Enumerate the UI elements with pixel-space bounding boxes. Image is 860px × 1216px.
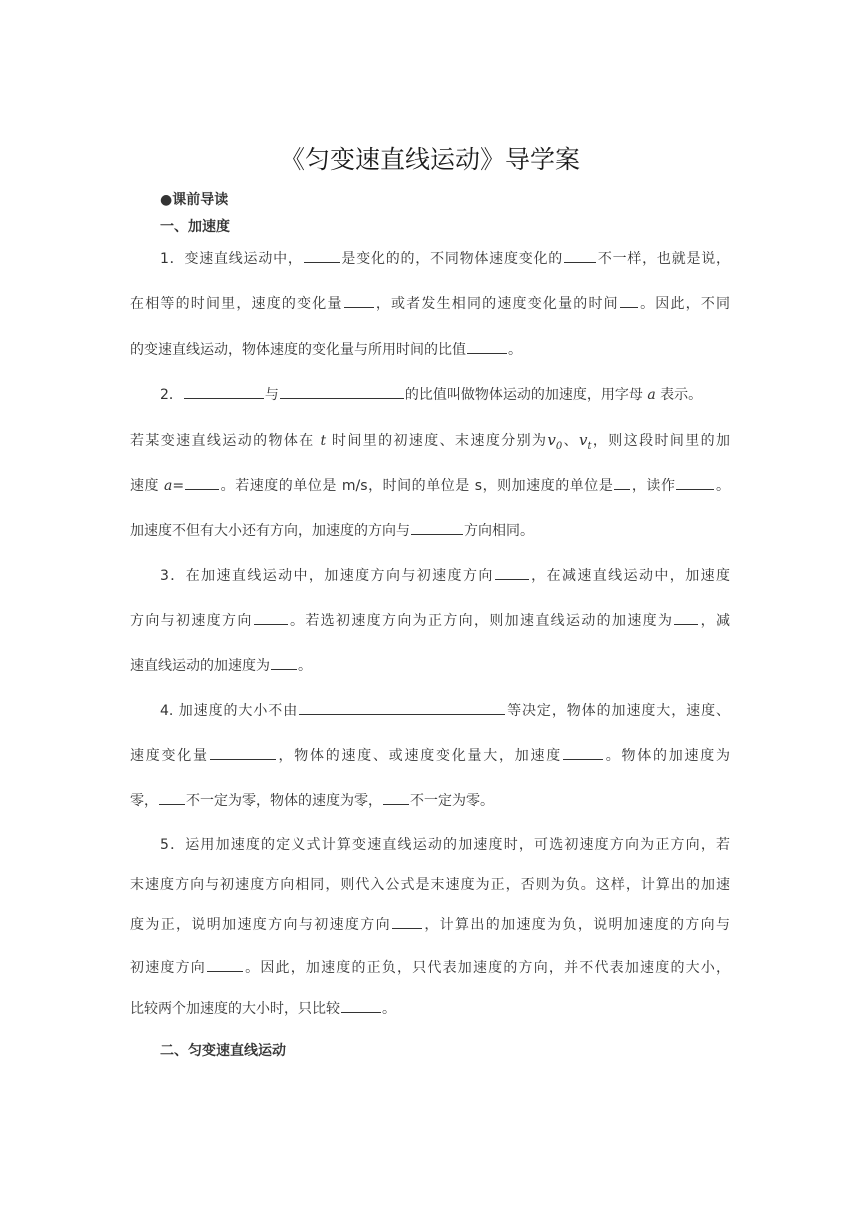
answer-blank[interactable]: [271, 655, 297, 670]
answer-blank[interactable]: [564, 248, 596, 263]
answer-blank[interactable]: [614, 475, 630, 490]
page-title: 《匀变速直线运动》导学案: [279, 145, 580, 174]
section-preview-heading: ●课前导读: [160, 192, 229, 208]
answer-blank[interactable]: [467, 339, 507, 354]
q5-line-3: 度为正，说明加速度方向与初速度方向 ，计算出的加速度为负，说明加速度的方向与: [130, 914, 730, 935]
answer-blank[interactable]: [304, 248, 340, 263]
answer-blank[interactable]: [280, 384, 404, 399]
answer-blank[interactable]: [411, 520, 463, 535]
answer-blank[interactable]: [676, 475, 714, 490]
final-velocity-symbol: $v_t$: [579, 431, 592, 452]
answer-blank[interactable]: [341, 998, 381, 1013]
q5-line-4: 初速度方向 。因此，加速度的正负，只代表加速度的方向，并不代表加速度的大小，: [130, 957, 730, 978]
q3-line-1: 3．在加速直线运动中，加速度方向与初速度方向 ，在减速直线运动中，加速度: [160, 565, 730, 586]
q5-line-2: 末速度方向与初速度方向相同，则代入公式是末速度为正，否则为负。这样，计算出的加速: [130, 877, 730, 893]
answer-blank[interactable]: [299, 700, 505, 715]
answer-blank[interactable]: [383, 790, 409, 805]
q2-line-4: 加速度不但有大小还有方向，加速度的方向与 方向相同。: [130, 520, 730, 541]
answer-blank[interactable]: [207, 957, 243, 972]
answer-blank[interactable]: [563, 745, 603, 760]
section-acceleration-heading: 一、加速度: [160, 219, 230, 235]
q3-line-3: 速直线运动的加速度为 。: [130, 655, 730, 676]
answer-blank[interactable]: [210, 745, 276, 760]
q1-line-2: 在相等的时间里，速度的变化量 ，或者发生相同的速度变化量的时间 。因此，不同: [130, 293, 730, 314]
answer-blank[interactable]: [254, 610, 288, 625]
q4-line-1: 4. 加速度的大小不由 等决定，物体的加速度大，速度、: [160, 700, 730, 721]
q4-line-2: 速度变化量 ，物体的速度、或速度变化量大，加速度 。物体的加速度为: [130, 745, 730, 766]
answer-blank[interactable]: [185, 475, 219, 490]
q2-line-2: 若某变速直线运动的物体在 t 时间里的初速度、末速度分别为$v_0$、$v_t$，则这段时间里的加: [130, 431, 731, 452]
answer-blank[interactable]: [184, 384, 264, 399]
answer-blank[interactable]: [620, 293, 638, 308]
q2-line-3: 速度 a= 。若速度的单位是 m/s，时间的单位是 s，则加速度的单位是 ，读作 。: [130, 475, 730, 496]
q3-line-2: 方向与初速度方向 。若选初速度方向为正方向，则加速直线运动的加速度为 ，减: [130, 610, 730, 631]
q2-line-1: 2． 与 的比值叫做物体运动的加速度，用字母 a 表示。: [160, 384, 730, 405]
answer-blank[interactable]: [159, 790, 185, 805]
answer-blank[interactable]: [674, 610, 698, 625]
answer-blank[interactable]: [495, 565, 529, 580]
initial-velocity-symbol: $v_0$: [547, 431, 563, 452]
q5-line-1: 5．运用加速度的定义式计算变速直线运动的加速度时，可选初速度方向为正方向，若: [160, 837, 730, 853]
answer-blank[interactable]: [344, 293, 374, 308]
q5-line-5: 比较两个加速度的大小时，只比较 。: [130, 998, 730, 1019]
answer-blank[interactable]: [392, 914, 422, 929]
section-uniform-motion-heading: 二、匀变速直线运动: [160, 1043, 286, 1059]
q1-line-1: 1．变速直线运动中， 是变化的的，不同物体速度变化的 不一样，也就是说，: [160, 248, 730, 269]
q1-line-3: 的变速直线运动，物体速度的变化量与所用时间的比值 。: [130, 339, 730, 360]
q4-line-3: 零， 不一定为零，物体的速度为零， 不一定为零。: [130, 790, 730, 811]
